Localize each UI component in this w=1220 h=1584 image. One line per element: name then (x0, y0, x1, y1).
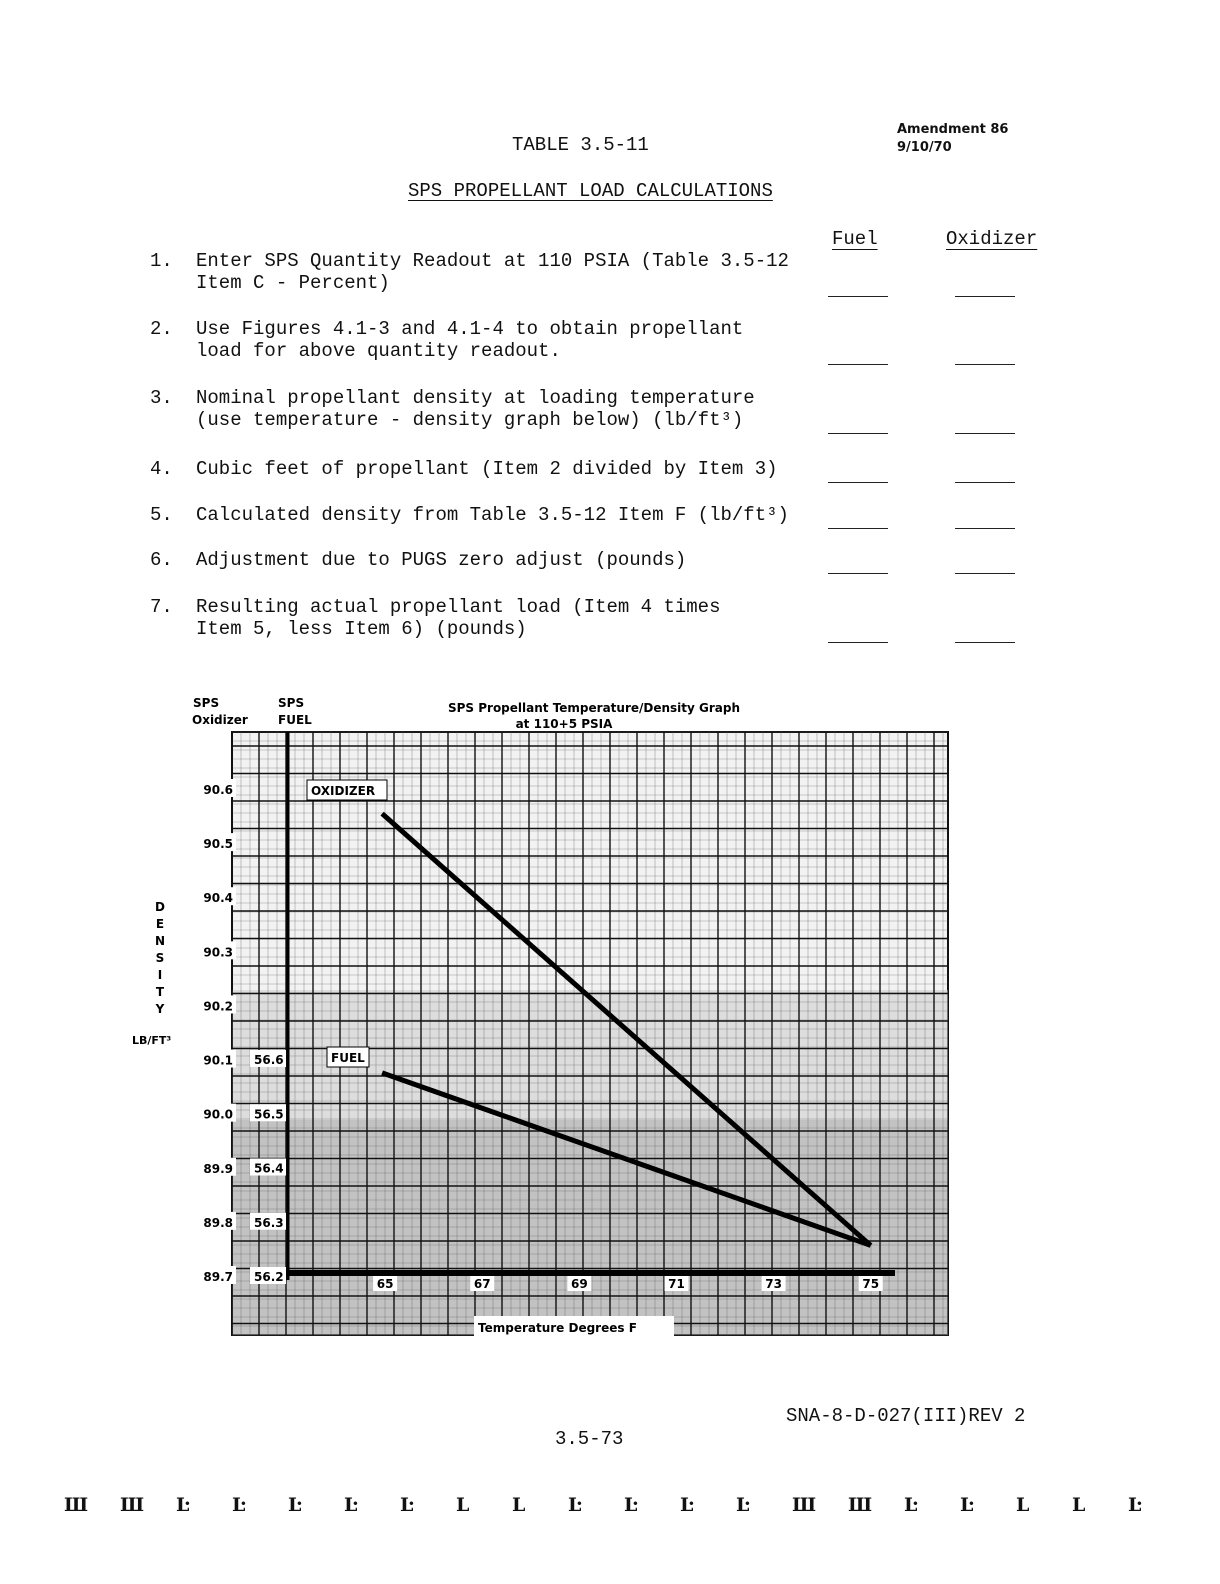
chart-title: SPS Propellant Temperature/Density Graph (447, 701, 741, 715)
oxidizer-tick-label: 90.5 (203, 837, 233, 852)
item-text: Adjustment due to PUGS zero adjust (pounds) (196, 549, 687, 571)
registration-mark: Ŀ (680, 1494, 694, 1516)
oxidizer-entry-blank (955, 482, 1015, 483)
y-axis-label-letter: T (155, 985, 165, 999)
column-header-oxidizer: Oxidizer (946, 228, 1038, 250)
y-axis-label-letter: I (157, 968, 163, 982)
document-id: SNA-8-D-027(III)REV 2 (786, 1405, 1026, 1427)
oxidizer-entry-blank (955, 528, 1015, 529)
y-axis-label-letter: Y (155, 1002, 165, 1016)
oxidizer-tick-label: 90.3 (203, 945, 233, 960)
registration-mark: Ŀ (1128, 1494, 1142, 1516)
item-text: Enter SPS Quantity Readout at 110 PSIA (Table 3.5-12 Item C - Percent) (196, 250, 789, 294)
fuel-tick-label: 56.3 (254, 1215, 284, 1230)
registration-mark: L (1016, 1494, 1030, 1516)
registration-mark: L (512, 1494, 526, 1516)
item-number: 5. (150, 504, 173, 526)
fuel-tick-label: 56.5 (254, 1107, 284, 1122)
item-number: 1. (150, 250, 173, 272)
amendment-number: Amendment 86 (897, 122, 1009, 137)
x-tick-label: 71 (668, 1277, 685, 1291)
oxidizer-entry-blank (955, 642, 1015, 643)
fuel-tick-label: 56.2 (254, 1270, 284, 1284)
item-number: 6. (150, 549, 173, 571)
fuel-entry-blank (828, 482, 888, 483)
amendment-block (897, 121, 1008, 157)
density-chart (120, 690, 960, 1355)
registration-mark: Ш (848, 1494, 873, 1516)
registration-mark: Ŀ (624, 1494, 638, 1516)
table-label: TABLE 3.5-11 (512, 134, 649, 156)
oxidizer-entry-blank (955, 296, 1015, 297)
registration-mark: Ŀ (344, 1494, 358, 1516)
fuel-entry-blank (828, 573, 888, 574)
x-tick-label: 69 (571, 1277, 588, 1291)
item-text: Cubic feet of propellant (Item 2 divided by Item 3) (196, 458, 778, 480)
item-number: 7. (150, 596, 173, 618)
fuel-entry-blank (828, 433, 888, 434)
x-tick-label: 65 (376, 1277, 394, 1291)
oxidizer-tick-label: 90.2 (203, 999, 233, 1014)
oxidizer-axis-title: Oxidizer (192, 713, 248, 727)
registration-mark: Ш (792, 1494, 817, 1516)
oxidizer-tick-label: 90.0 (203, 1107, 233, 1122)
fuel-entry-blank (828, 642, 888, 643)
oxidizer-axis-title: SPS (193, 696, 220, 710)
oxidizer-tick-label: 89.7 (203, 1270, 233, 1284)
registration-mark: Ŀ (176, 1494, 190, 1516)
registration-mark: Ŀ (400, 1494, 414, 1516)
oxidizer-tick-label: 89.8 (203, 1215, 233, 1230)
registration-mark: L (1072, 1494, 1086, 1516)
oxidizer-entry-blank (955, 364, 1015, 365)
oxidizer-tick-label: 89.9 (203, 1161, 233, 1176)
item-text: Use Figures 4.1-3 and 4.1-4 to obtain propellant load for above quantity readout. (196, 318, 744, 362)
fuel-axis-title: FUEL (278, 713, 312, 727)
oxidizer-tick-label: 90.6 (203, 783, 233, 797)
amendment-date: 9/10/70 (897, 140, 952, 155)
item-text: Resulting actual propellant load (Item 4 times Item 5, less Item 6) (pounds) (196, 596, 721, 640)
x-tick-label: 75 (862, 1277, 880, 1291)
fuel-entry-blank (828, 528, 888, 529)
oxidizer-tick-label: 90.1 (203, 1053, 233, 1068)
y-axis-units: LB/FT³ (132, 1034, 172, 1047)
y-axis-label-letter: N (154, 934, 166, 948)
registration-mark: L (456, 1494, 470, 1516)
x-axis-label: Temperature Degrees F (478, 1321, 637, 1335)
registration-mark: Ш (120, 1494, 145, 1516)
registration-mark: Ŀ (568, 1494, 582, 1516)
fuel-entry-blank (828, 296, 888, 297)
oxidizer-entry-blank (955, 433, 1015, 434)
item-text: Nominal propellant density at loading temperature (use temperature - density graph below) (lb/ft³) (196, 387, 755, 431)
y-axis-label-letter: S (155, 951, 165, 965)
oxidizer-entry-blank (955, 573, 1015, 574)
registration-mark: Ш (64, 1494, 89, 1516)
fuel-tick-label: 56.4 (254, 1161, 284, 1176)
y-axis-label-letter: E (155, 917, 165, 931)
y-axis-label-letter: D (155, 900, 165, 914)
registration-mark: Ŀ (232, 1494, 246, 1516)
page-number: 3.5-73 (555, 1428, 624, 1450)
item-number: 2. (150, 318, 173, 340)
fuel-entry-blank (828, 364, 888, 365)
item-number: 4. (150, 458, 173, 480)
oxidizer-tick-label: 90.4 (203, 891, 233, 906)
registration-mark: Ŀ (736, 1494, 750, 1516)
registration-mark: Ŀ (288, 1494, 302, 1516)
item-text: Calculated density from Table 3.5-12 Item F (lb/ft³) (196, 504, 789, 526)
fuel-tick-label: 56.6 (254, 1053, 284, 1067)
fuel-label: FUEL (331, 1051, 365, 1065)
x-tick-label: 67 (473, 1277, 491, 1291)
item-number: 3. (150, 387, 173, 409)
oxidizer-label: OXIDIZER (311, 784, 376, 798)
page-title: SPS PROPELLANT LOAD CALCULATIONS (408, 180, 773, 202)
column-header-fuel: Fuel (832, 228, 878, 250)
fuel-axis-title: SPS (278, 696, 305, 710)
x-tick-label: 73 (765, 1277, 782, 1291)
chart-subtitle: at 110+5 PSIA (515, 717, 613, 731)
registration-mark: Ŀ (904, 1494, 918, 1516)
density-chart-svg (120, 690, 960, 1350)
registration-mark: Ŀ (960, 1494, 974, 1516)
